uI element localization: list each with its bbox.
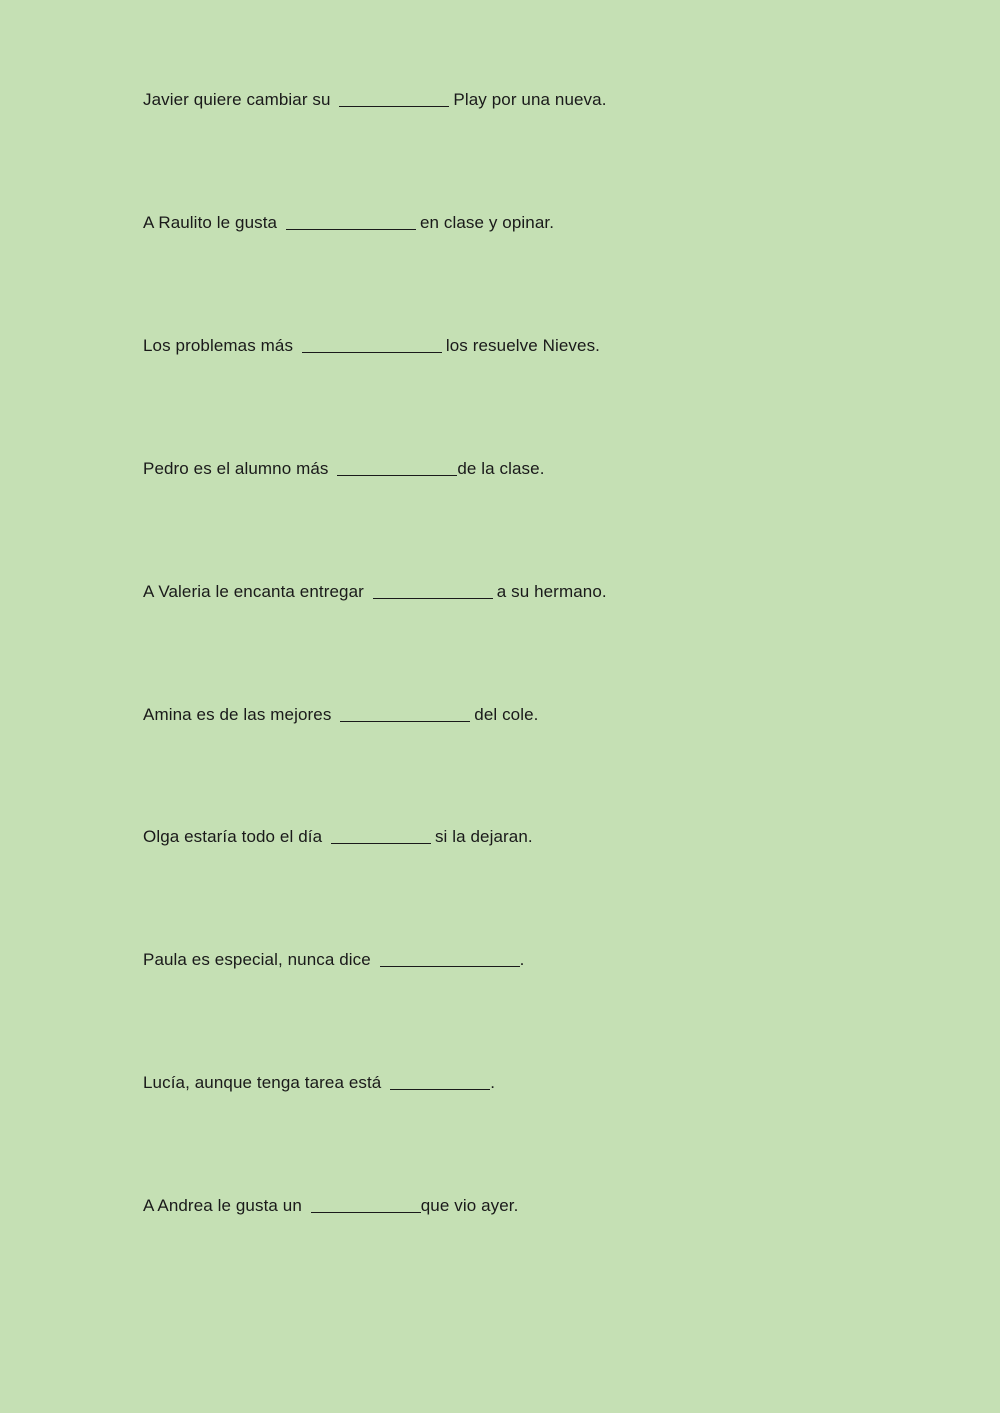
sentence-4-before: Pedro es el alumno más <box>143 459 334 478</box>
sentence-4-after: de la clase. <box>457 459 545 478</box>
sentence-7 <box>143 823 533 847</box>
blank-input-1[interactable] <box>339 88 449 107</box>
sentence-6-before: Amina es de las mejores <box>143 705 337 724</box>
sentence-10-before: A Andrea le gusta un <box>143 1196 307 1215</box>
sentence-1-after: Play por una nueva. <box>453 90 607 109</box>
sentence-9-after: . <box>490 1073 496 1092</box>
sentence-7-after: si la dejaran. <box>434 827 533 846</box>
sentence-10 <box>143 1192 518 1216</box>
blank-input-7[interactable] <box>331 825 431 844</box>
sentence-1-before: Javier quiere cambiar su <box>143 90 336 109</box>
sentence-5 <box>143 578 607 602</box>
sentence-2 <box>143 209 554 233</box>
sentence-3 <box>143 332 600 356</box>
sentence-8-before: Paula es especial, nunca dice <box>143 950 376 969</box>
sentence-7-before: Olga estaría todo el día <box>143 827 327 846</box>
blank-input-4[interactable] <box>337 457 457 476</box>
blank-input-10[interactable] <box>311 1194 421 1213</box>
sentence-4 <box>143 455 545 479</box>
blank-input-3[interactable] <box>302 334 442 353</box>
blank-input-6[interactable] <box>340 703 470 722</box>
sentence-8-after: . <box>519 950 525 969</box>
sentence-3-before: Los problemas más <box>143 336 298 355</box>
sentence-8 <box>143 946 524 970</box>
blank-input-5[interactable] <box>373 580 493 599</box>
sentence-2-before: A Raulito le gusta <box>143 213 282 232</box>
sentence-1 <box>143 86 607 110</box>
sentence-5-before: A Valeria le encanta entregar <box>143 582 369 601</box>
sentence-3-after: los resuelve Nieves. <box>445 336 600 355</box>
sentence-9 <box>143 1069 495 1093</box>
blank-input-9[interactable] <box>390 1071 490 1090</box>
sentence-6 <box>143 701 538 725</box>
sentence-10-after: que vio ayer. <box>420 1196 519 1215</box>
sentence-5-after: a su hermano. <box>496 582 607 601</box>
blank-input-8[interactable] <box>380 948 520 967</box>
sentence-6-after: del cole. <box>474 705 539 724</box>
sentence-9-before: Lucía, aunque tenga tarea está <box>143 1073 387 1092</box>
blank-input-2[interactable] <box>286 211 416 230</box>
sentence-2-after: en clase y opinar. <box>419 213 555 232</box>
